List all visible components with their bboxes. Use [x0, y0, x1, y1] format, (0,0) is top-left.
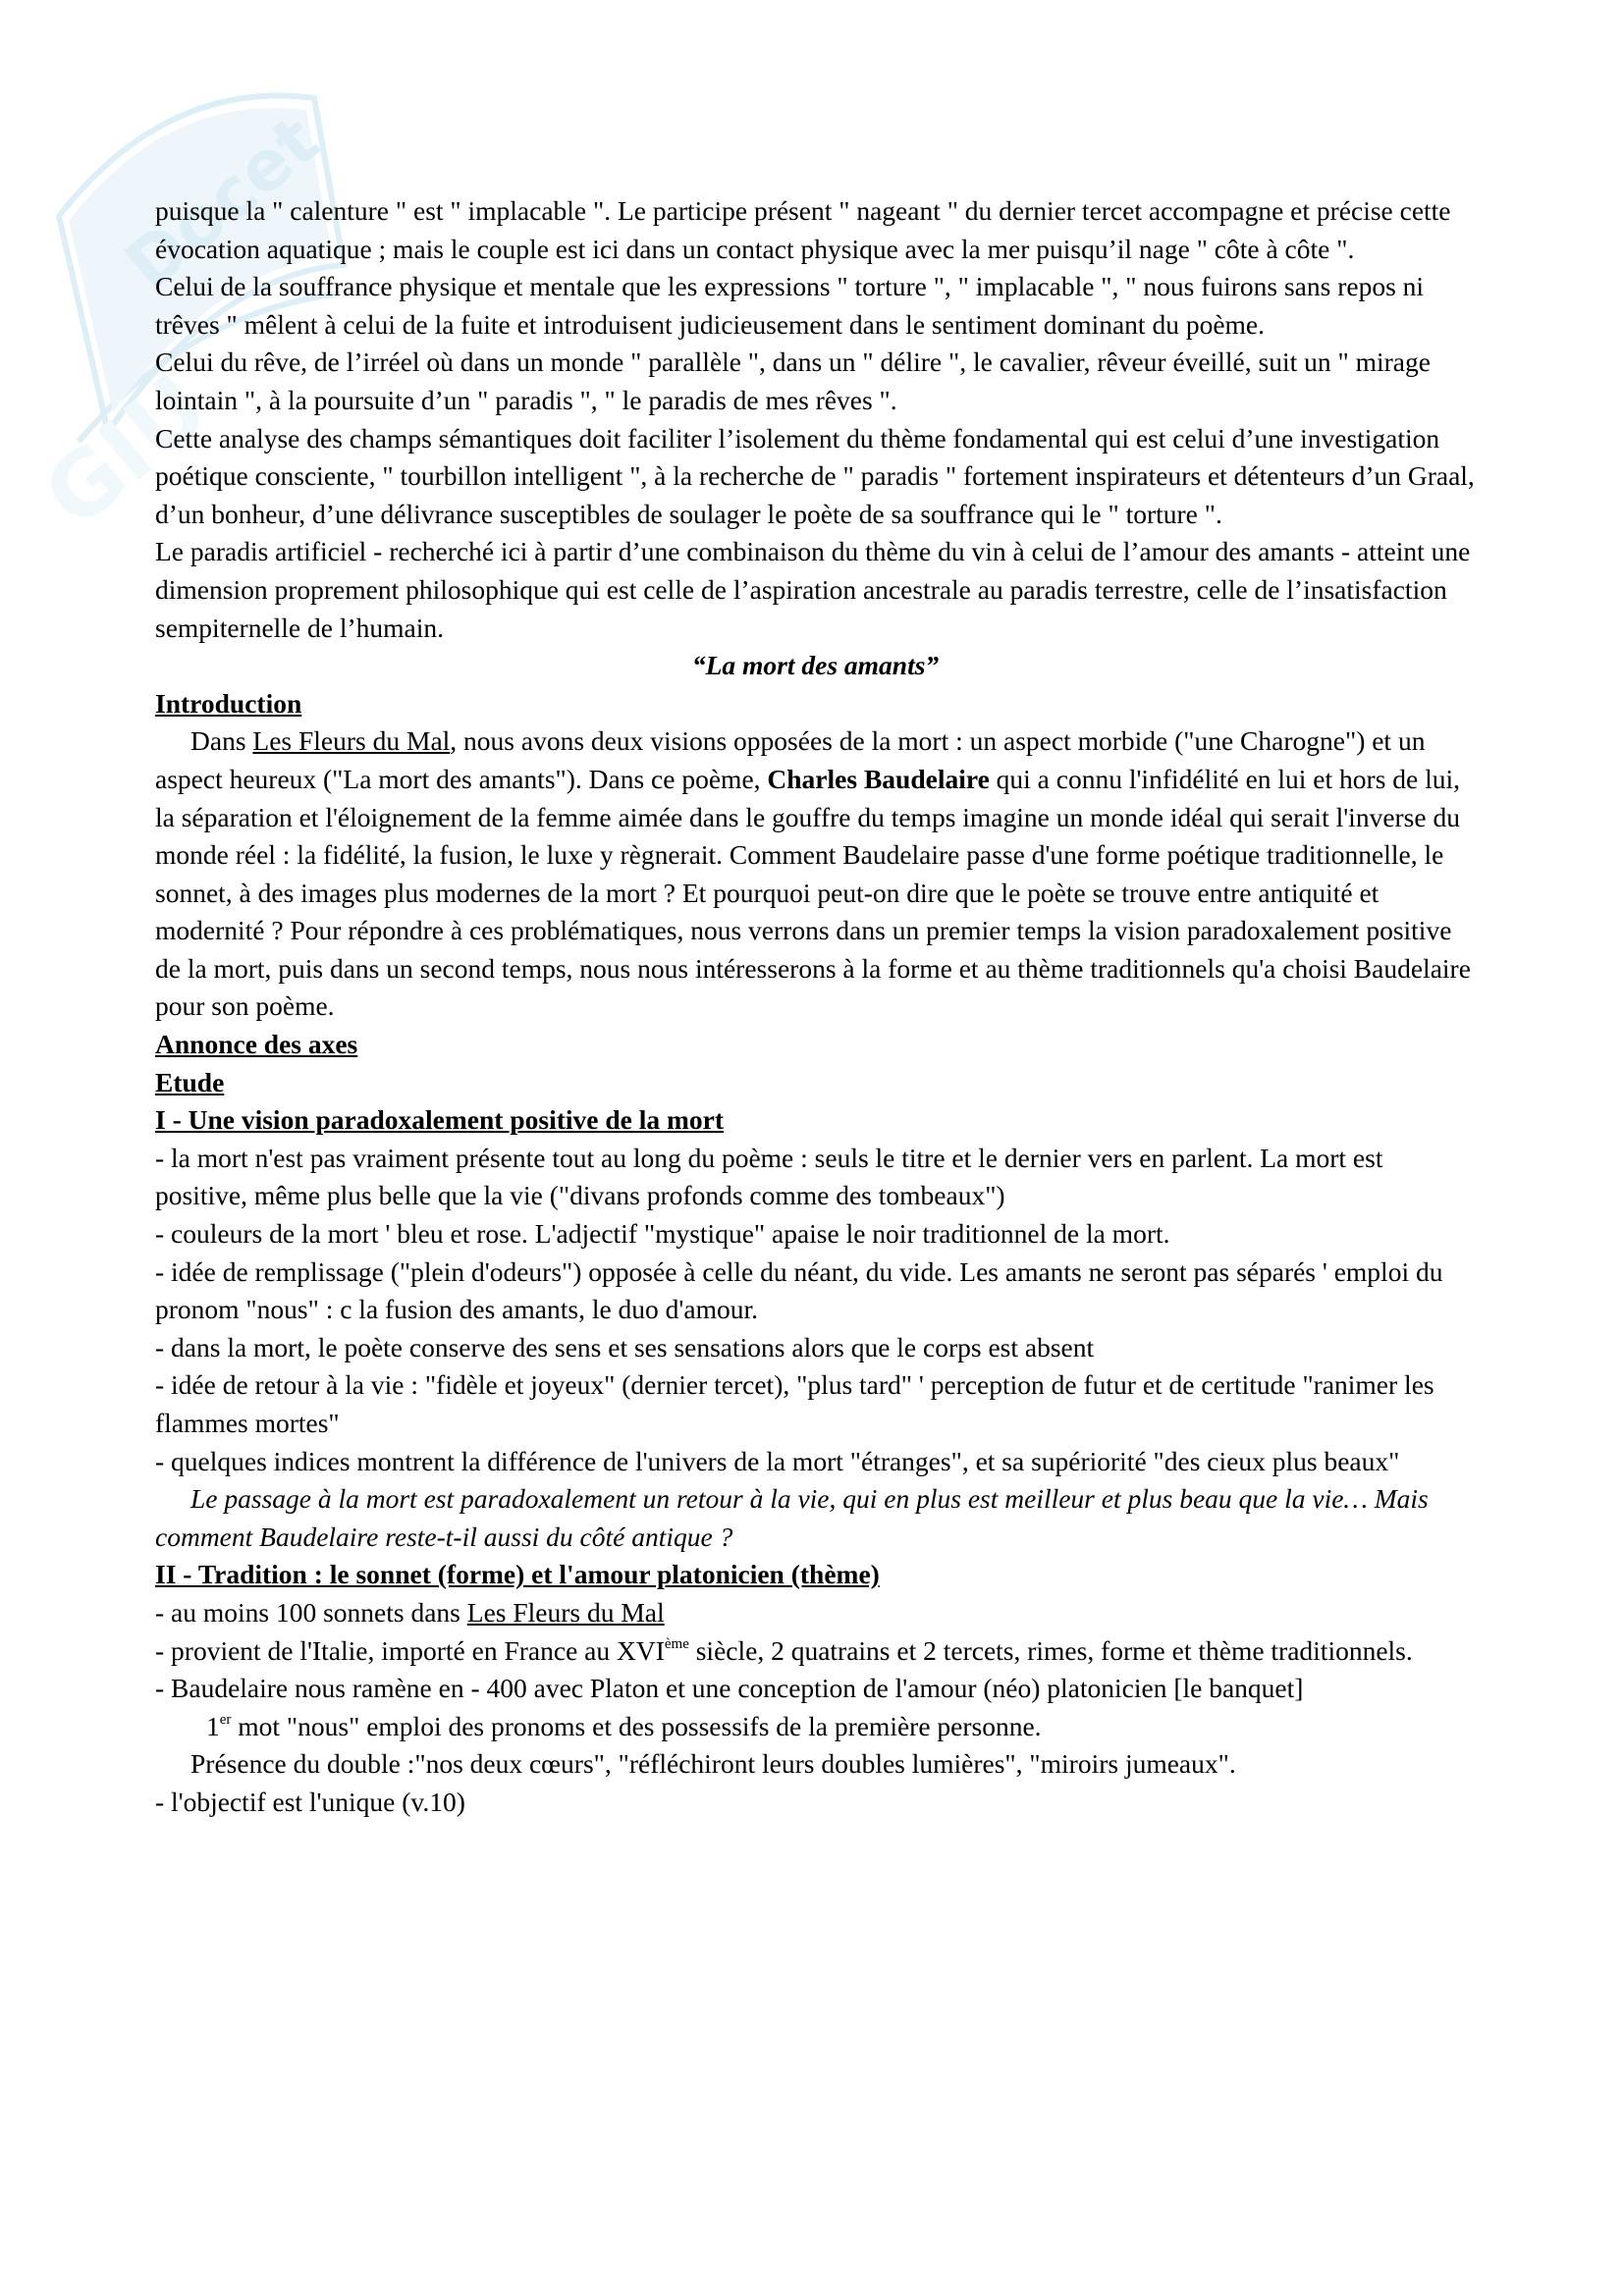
list-item: - dans la mort, le poète conserve des sens et ses sensations alors que le corps est absent [155, 1331, 1095, 1362]
list-item: Présence du double :"nos deux cœurs", "réfléchiront leurs doubles lumières", "miroirs jumeaux". [190, 1748, 1236, 1780]
introduction-heading: Introduction [155, 687, 302, 719]
document-page [155, 192, 1476, 1822]
list-item: - Baudelaire nous ramène en - 400 avec Platon et une conception de l'amour (néo) platonicien [le banquet] [155, 1673, 1304, 1704]
svg-text:GIU: GIU [25, 354, 228, 549]
annonce-heading: Annonce des axes [155, 1029, 358, 1060]
list-item: - provient de l'Italie, importé en France au XVIème siècle, 2 quatrains et 2 tercets, rimes, forme et thème traditionnels. [155, 1634, 1413, 1666]
section-2-heading: II - Tradition : le sonnet (forme) et l'amour platonicien (thème) [155, 1559, 880, 1590]
list-item: - au moins 100 sonnets dans Les Fleurs du Mal [155, 1596, 665, 1628]
paragraph: Le paradis artificiel - recherché ici à partir d’une combinaison du thème du vin à celui de l’amour des amants - atteint une dimension proprement philosophique qui est celle de l’aspiration ancestrale au paradis terrestre, celle de l’insatisfaction sempiternelle de l’humain. [155, 536, 1471, 643]
author-name: Charles Baudelaire [767, 763, 990, 794]
list-item: - idée de retour à la vie : "fidèle et joyeux" (dernier tercet), "plus tard" ' perception de futur et de certitude "ranimer les flammes mortes" [155, 1369, 1434, 1438]
list-item: - l'objectif est l'unique (v.10) [155, 1786, 465, 1817]
poem-title: “La mort des amants” [691, 650, 940, 681]
list-item: - la mort n'est pas vraiment présente tout au long du poème : seuls le titre et le dernier vers en parlent. La mort est positive, même plus belle que la vie ("divans profonds comme des tombeaux") [155, 1142, 1383, 1211]
etude-heading: Etude [155, 1066, 225, 1097]
paragraph: puisque la " calenture " est " implacable ". Le participe présent " nageant " du dernier tercet accompagne et précise cette évocation aquatique ; mais le couple est ici dans un contact physique avec la mer puisqu’il nage " côte à côte ". [155, 195, 1451, 264]
list-item: 1er mot "nous" emploi des pronoms et des possessifs de la première personne. [206, 1710, 1042, 1741]
paragraph: Celui du rêve, de l’irréel où dans un monde " parallèle ", dans un " délire ", le cavalier, rêveur éveillé, suit un " mirage lointain ", à la poursuite d’un " paradis ", " le paradis de mes rêves ". [155, 347, 1431, 415]
book-title: Les Fleurs du Mal [252, 725, 451, 757]
book-title: Les Fleurs du Mal [466, 1596, 665, 1628]
list-item: - couleurs de la mort ' bleu et rose. L'adjectif "mystique" apaise le noir traditionnel de la mort. [155, 1218, 1170, 1250]
introduction-paragraph: Dans Les Fleurs du Mal, nous avons deux visions opposées de la mort : un aspect morbide ("une Charogne") et un aspect heureux ("La mort des amants"). Dans ce poème, Charles Baudelaire qui a connu l'infidélité en lui et hors de lui, la séparation et l'éloignement de la femme aimée dans le gouffre du temps imagine un monde idéal qui serait l'inverse du monde réel : la fidélité, la fusion, le luxe y règnerait. Comment Baudelaire passe d'une forme poétique traditionnelle, le sonnet, à des images plus modernes de la mort ? Et pourquoi peut-on dire que le poète se trouve entre antiquité et modernité ? Pour répondre à ces problématiques, nous verrons dans un premier temps la vision paradoxalement positive de la mort, puis dans un second temps, nous nous intéresserons à la forme et au thème traditionnels qu'a choisi Baudelaire pour son poème. [155, 725, 1471, 1022]
svg-text:Docet: Docet [110, 99, 335, 306]
paragraph: Cette analyse des champs sémantiques doit faciliter l’isolement du thème fondamental qui est celui d’une investigation poétique consciente, " tourbillon intelligent ", à la recherche de " paradis " fortement inspirateurs et détenteurs d’un Graal, d’un bonheur, d’une délivrance susceptibles de soulager le poète de sa souffrance qui le " torture ". [155, 422, 1475, 529]
transition-text: Le passage à la mort est paradoxalement un retour à la vie, qui en plus est meilleur et plus beau que la vie… Mais comment Baudelaire reste-t-il aussi du côté antique ? [155, 1483, 1429, 1552]
section-1-heading: I - Une vision paradoxalement positive de la mort [155, 1104, 725, 1136]
list-item: - idée de remplissage ("plein d'odeurs") opposée à celle du néant, du vide. Les amants ne seront pas séparés ' emploi du pronom "nous" : c la fusion des amants, le duo d'amour. [155, 1255, 1443, 1325]
paragraph: Celui de la souffrance physique et mentale que les expressions " torture ", " implacable ", " nous fuirons sans repos ni trêves " mêlent à celui de la fuite et introduisent judicieusement dans le sentiment dominant du poème. [155, 271, 1425, 340]
list-item: - quelques indices montrent la différence de l'univers de la mort "étranges", et sa supériorité "des cieux plus beaux" [155, 1445, 1400, 1476]
